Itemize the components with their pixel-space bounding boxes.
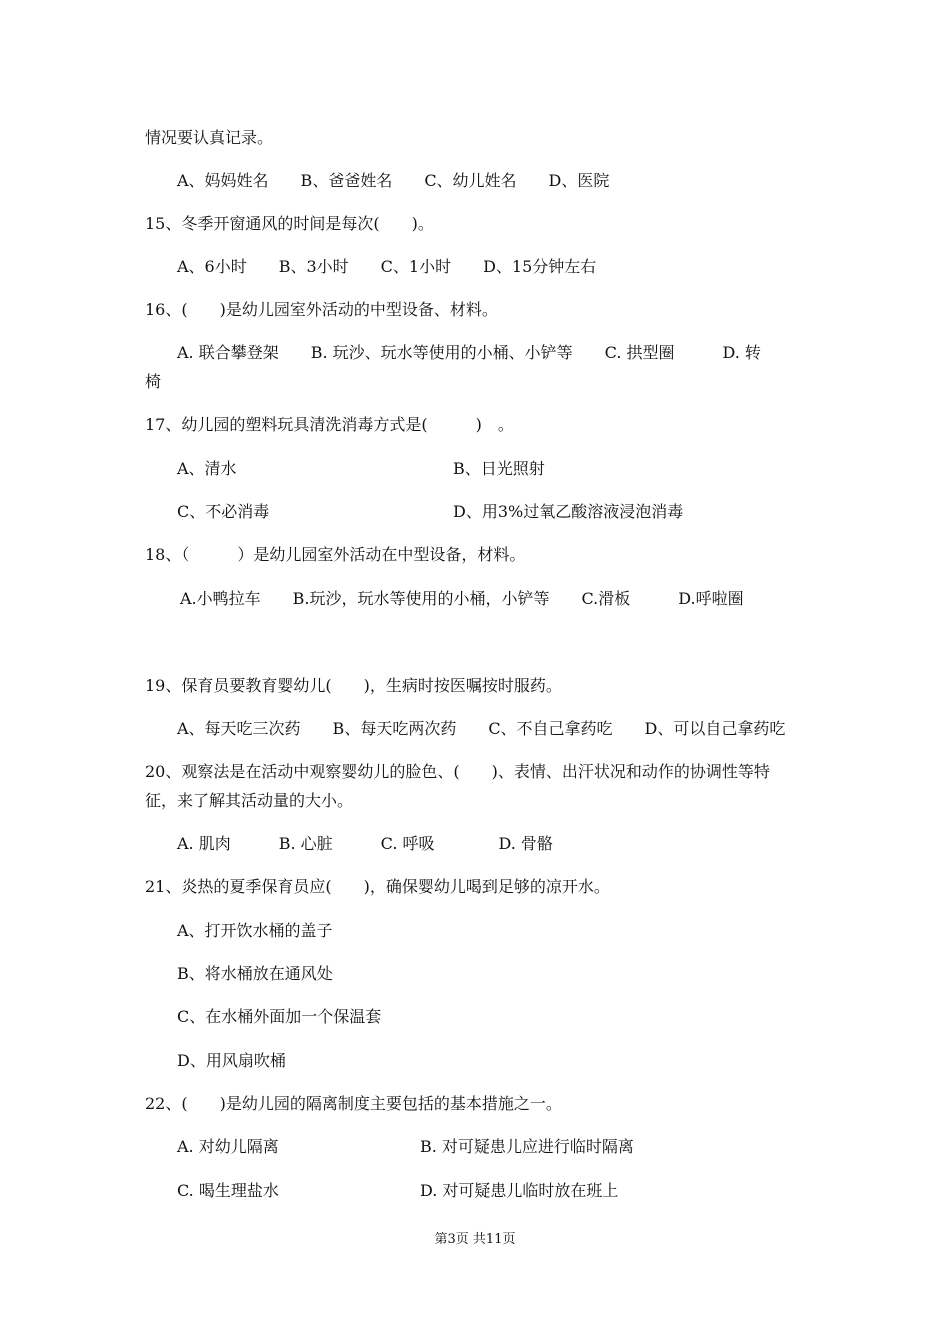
question-16-options-continuation: 椅 <box>145 372 162 391</box>
question-21-option-b: B、将水桶放在通风处 <box>177 964 333 983</box>
question-17-option-a: A、清水 <box>177 459 237 478</box>
question-14-continuation: 情况要认真记录。 <box>145 128 274 147</box>
question-21-stem: 21、炎热的夏季保育员应( )，确保婴幼儿喝到足够的凉开水。 <box>145 877 610 896</box>
question-22-option-d: D. 对可疑患儿临时放在班上 <box>420 1181 619 1200</box>
question-22-stem: 22、( )是幼儿园的隔离制度主要包括的基本措施之一。 <box>145 1094 562 1113</box>
question-22-option-c: C. 喝生理盐水 <box>177 1181 279 1200</box>
question-14-options: A、妈妈姓名 B、爸爸姓名 C、幼儿姓名 D、医院 <box>177 171 610 190</box>
question-16-options: A. 联合攀登架 B. 玩沙、玩水等使用的小桶、小铲等 C. 拱型圈 D. 转 <box>177 343 761 362</box>
question-16-stem: 16、( )是幼儿园室外活动的中型设备、材料。 <box>145 300 498 319</box>
question-17-option-c: C、不必消毒 <box>177 502 270 521</box>
question-15-stem: 15、冬季开窗通风的时间是每次( )。 <box>145 214 434 233</box>
page-footer: 第3页 共11页 <box>434 1232 516 1247</box>
question-21-option-d: D、用风扇吹桶 <box>177 1051 286 1070</box>
question-22-option-a: A. 对幼儿隔离 <box>177 1137 279 1156</box>
question-20-stem-continuation: 征，来了解其活动量的大小。 <box>145 791 354 810</box>
question-20-stem: 20、观察法是在活动中观察婴幼儿的脸色、( )、表情、出汗状况和动作的协调性等特 <box>145 762 770 781</box>
question-17-option-d: D、用3%过氧乙酸溶液浸泡消毒 <box>453 502 684 521</box>
question-15-options: A、6小时 B、3小时 C、1小时 D、15分钟左右 <box>177 257 597 276</box>
question-18-stem: 18、（ ）是幼儿园室外活动在中型设备，材料。 <box>145 545 526 564</box>
question-19-options: A、每天吃三次药 B、每天吃两次药 C、不自己拿药吃 D、可以自己拿药吃 <box>177 719 786 738</box>
question-19-stem: 19、保育员要教育婴幼儿( )，生病时按医嘱按时服药。 <box>145 676 562 695</box>
question-21-option-a: A、打开饮水桶的盖子 <box>177 921 333 940</box>
question-20-options: A. 肌肉 B. 心脏 C. 呼吸 D. 骨骼 <box>177 834 553 853</box>
question-17-option-b: B、日光照射 <box>453 459 545 478</box>
question-18-options: A.小鸭拉车 B.玩沙，玩水等使用的小桶，小铲等 C.滑板 D.呼啦圈 <box>180 589 744 608</box>
question-22-option-b: B. 对可疑患儿应进行临时隔离 <box>420 1137 634 1156</box>
question-21-option-c: C、在水桶外面加一个保温套 <box>177 1007 382 1026</box>
question-17-stem: 17、幼儿园的塑料玩具清洗消毒方式是( ) 。 <box>145 415 514 434</box>
